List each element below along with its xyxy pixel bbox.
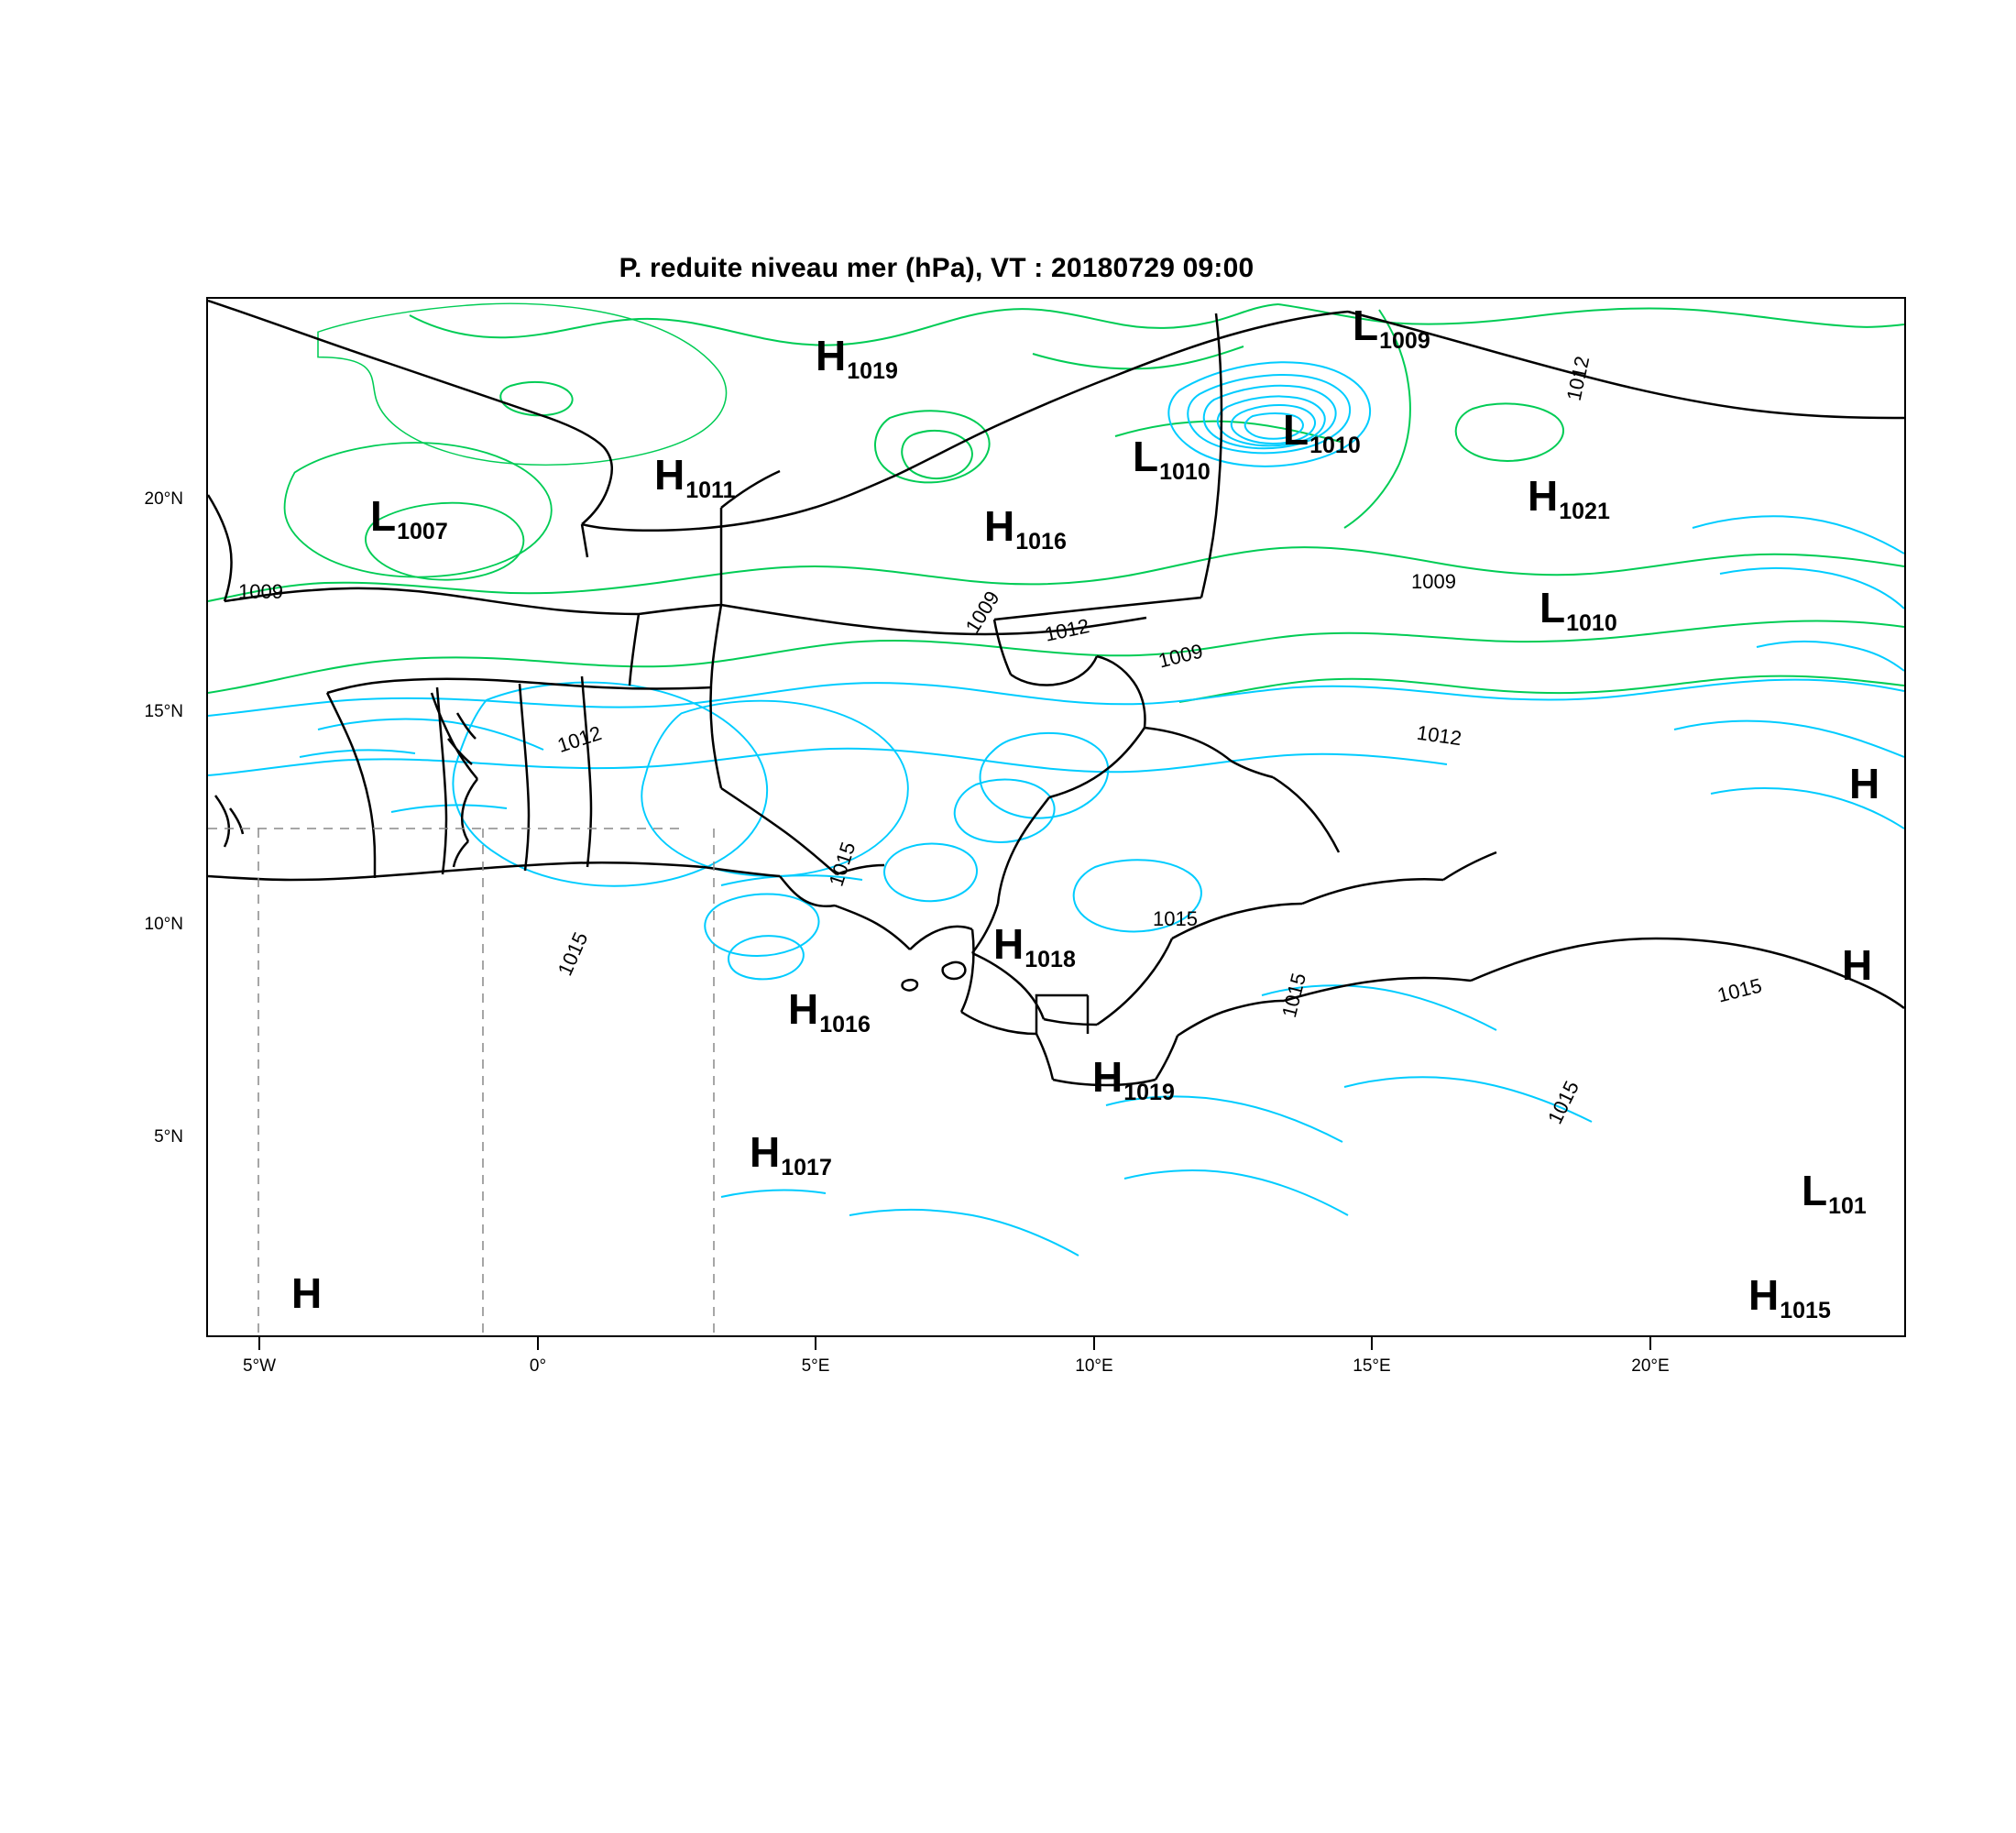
pressure-value: 1009 [1379,328,1430,354]
contour-label: 1009 [1411,570,1456,593]
x-tick-label-0: 0° [529,1356,547,1376]
low-symbol: L [1802,1167,1828,1214]
x-tick-label-5E: 5°E [801,1356,830,1376]
map-title-text: P. reduite niveau mer (hPa), VT : 20180729 09:00 [619,253,1255,283]
pressure-center-high [750,1128,832,1180]
x-tick-label-20E: 20°E [1631,1356,1670,1376]
pressure-value: 1007 [397,519,448,544]
high-symbol: H [1748,1271,1780,1319]
high-symbol: H [816,332,847,379]
contour-label: 1015 [1715,973,1765,1007]
contour-label: 1009 [1156,639,1206,673]
contour-label: 1012 [1042,614,1091,646]
pressure-center-high [1849,760,1880,807]
x-tick-label-15E: 15°E [1353,1356,1391,1376]
high-symbol: H [1092,1053,1123,1101]
pressure-center-low [370,492,448,544]
pressure-value: 1016 [1015,529,1067,554]
pressure-center-low [1133,433,1211,485]
pressure-center-high [984,502,1067,554]
pressure-value: 1018 [1024,947,1076,972]
pressure-center-low [1283,406,1361,458]
pressure-value: 1016 [819,1012,871,1037]
pressure-value: 101 [1828,1193,1867,1219]
pressure-value: 1010 [1309,433,1361,458]
pressure-value: 1010 [1159,459,1211,485]
low-symbol: L [370,492,397,540]
low-symbol: L [1133,433,1159,480]
low-symbol: L [1283,406,1309,454]
contour-label: 1015 [1276,971,1311,1020]
pressure-center-high [788,985,871,1037]
high-symbol: H [750,1128,781,1176]
pressure-value: 1017 [781,1155,832,1180]
low-symbol: L [1539,584,1566,631]
high-symbol: H [1849,760,1880,807]
pressure-value: 1011 [685,477,736,503]
contour-label: 1012 [1561,354,1594,403]
low-symbol: L [1353,302,1379,349]
high-symbol: H [984,502,1015,550]
axis-ticks [206,297,1906,1374]
y-tick-label-15N: 15°N [144,702,183,721]
contour-label: 1012 [554,721,605,757]
pressure-value: 1010 [1566,610,1617,636]
contour-label: 1015 [824,839,860,889]
contour-label: 1009 [238,580,283,603]
pressure-center-high [1092,1053,1175,1105]
high-symbol: H [788,985,819,1033]
y-tick-label-10N: 10°N [144,915,183,934]
pressure-center-high [1842,941,1873,989]
pressure-center-high [993,920,1076,972]
pressure-center-high [291,1269,323,1317]
contour-label: 1012 [1415,720,1463,751]
high-symbol: H [1528,472,1559,520]
pressure-value: 1015 [1780,1298,1831,1323]
pressure-value: 1019 [847,358,898,384]
high-symbol: H [1842,941,1873,989]
contour-label: 1015 [1153,907,1198,930]
pressure-value: 1019 [1123,1080,1175,1105]
contour-label: 1015 [553,928,593,980]
x-tick-label-5W: 5°W [242,1356,277,1376]
pressure-center-high [1748,1271,1831,1323]
y-tick-label-5N: 5°N [154,1127,183,1147]
high-symbol: H [291,1269,323,1317]
x-tick-label-10E: 10°E [1075,1356,1113,1376]
pressure-center-low [1539,584,1617,636]
pressure-center-high [1528,472,1610,524]
page-title [0,253,2016,284]
y-tick-label-20N: 20°N [144,489,183,509]
pressure-center-high [816,332,898,384]
pressure-center-low [1353,302,1430,354]
pressure-center-low [1802,1167,1867,1219]
high-symbol: H [654,451,685,499]
contour-label: 1015 [1543,1077,1583,1128]
high-symbol: H [993,920,1024,968]
pressure-center-high [654,451,736,503]
pressure-value: 1021 [1559,499,1610,524]
contour-label: 1009 [960,587,1004,638]
